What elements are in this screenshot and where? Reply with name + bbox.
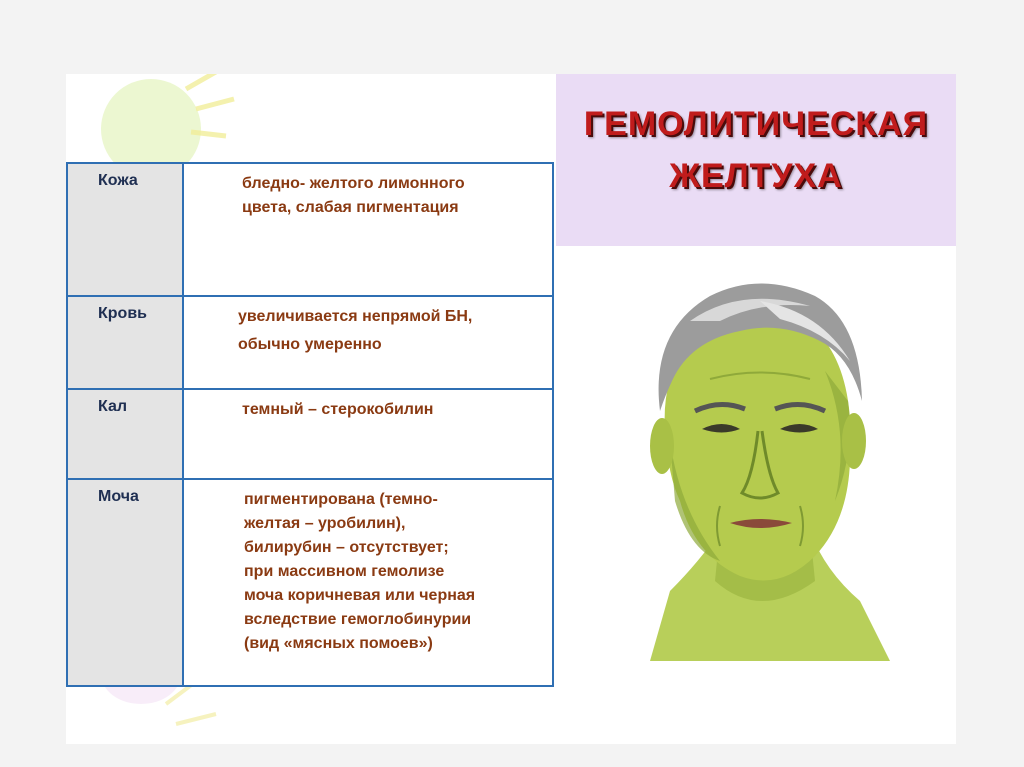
value-line: пигментирована (темно- [244,491,438,508]
portrait-illustration [610,261,906,661]
row-label: Моча [98,488,139,505]
value-line: вследствие гемоглобинурии [244,611,472,628]
value-line: темный – стерокобилин [242,401,434,418]
row-label: Кожа [98,172,138,189]
value-line: (вид «мясных помоев») [244,635,433,652]
row-label: Кал [98,398,128,415]
row-value [184,164,552,220]
row-label-cell [67,389,183,479]
value-line: обычно умеренно [238,336,382,353]
title-line-1: ГЕМОЛИТИЧЕСКАЯ [583,105,929,143]
row-label-cell [67,296,183,389]
row-label: Кровь [98,305,147,322]
value-line: увеличивается непрямой БН, [238,308,473,325]
row-label-cell [67,163,183,296]
row-label-cell [67,479,183,686]
table-row [67,296,553,389]
row-value [184,297,552,359]
table-row [67,479,553,686]
row-value-cell [183,296,553,389]
value-line: при массивном гемолизе [244,563,445,580]
properties-table [66,162,554,687]
row-value-cell [183,389,553,479]
title-line-2: ЖЕЛТУХА [669,157,843,195]
value-line: желтая – уробилин), [244,515,406,532]
row-value-cell [183,479,553,686]
table-row [67,389,553,479]
value-line: билирубин – отсутствует; [244,539,449,556]
value-line: цвета, слабая пигментация [242,199,459,216]
row-value [184,480,552,656]
slide-title [556,98,956,202]
table-row [67,163,553,296]
jaundiced-man-portrait-icon [610,261,906,661]
value-line: моча коричневая или черная [244,587,476,604]
value-line: бледно- желтого лимонного [242,175,465,192]
row-value [184,390,552,422]
title-box [556,74,956,246]
slide [66,74,956,744]
row-value-cell [183,163,553,296]
